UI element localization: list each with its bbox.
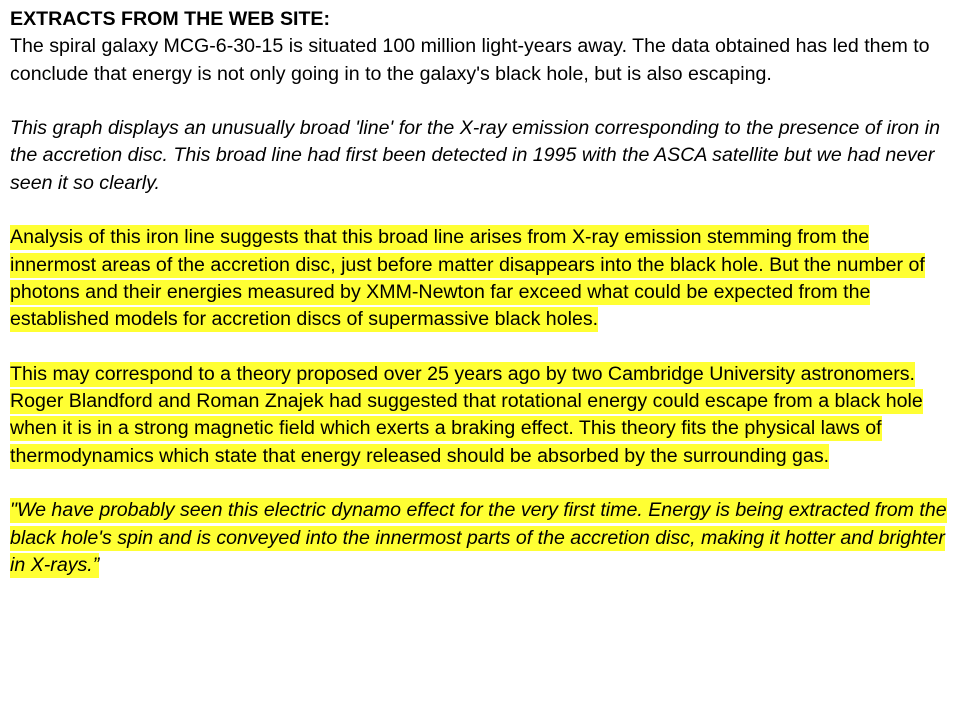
analysis-paragraph <box>10 224 955 333</box>
paragraph-spacer <box>10 470 955 497</box>
document-body <box>10 6 955 579</box>
theory-paragraph <box>10 361 955 470</box>
paragraph-spacer <box>10 88 955 115</box>
highlighted-analysis-text: Analysis of this iron line suggests that this broad line arises from X-ray emission stemming from the innermost areas of the accretion disc, just before matter disappears into the black hole. But the number of photons and their energies measured by XMM-Newton far exceed what could be expected from the established models for accretion discs of supermassive black holes. <box>10 226 925 331</box>
paragraph-spacer <box>10 197 955 224</box>
paragraph-spacer <box>10 334 955 361</box>
graph-caption-paragraph: This graph displays an unusually broad 'line' for the X-ray emission corresponding to the presence of iron in the accretion disc. This broad line had first been detected in 1995 with the ASCA satellite but we had never seen it so clearly. <box>10 117 940 194</box>
quote-paragraph <box>10 497 955 579</box>
intro-paragraph: The spiral galaxy MCG-6-30-15 is situated 100 million light-years away. The data obtained has led them to conclude that energy is not only going in to the galaxy's black hole, but is also escaping. <box>10 35 930 85</box>
document-heading: EXTRACTS FROM THE WEB SITE: <box>10 8 331 30</box>
highlighted-quote-text: "We have probably seen this electric dynamo effect for the very first time. Energy is being extracted from the black hole's spin and is conveyed into the innermost parts of the accretion disc, making it hotter and brighter in X-rays.” <box>10 499 947 576</box>
highlighted-theory-text: This may correspond to a theory proposed over 25 years ago by two Cambridge University astronomers. Roger Blandford and Roman Znajek had suggested that rotational energy could escape from a black hole when it is in a strong magnetic field which exerts a braking effect. This theory fits the physical laws of thermodynamics which state that energy released should be absorbed by the surrounding gas. <box>10 362 923 467</box>
